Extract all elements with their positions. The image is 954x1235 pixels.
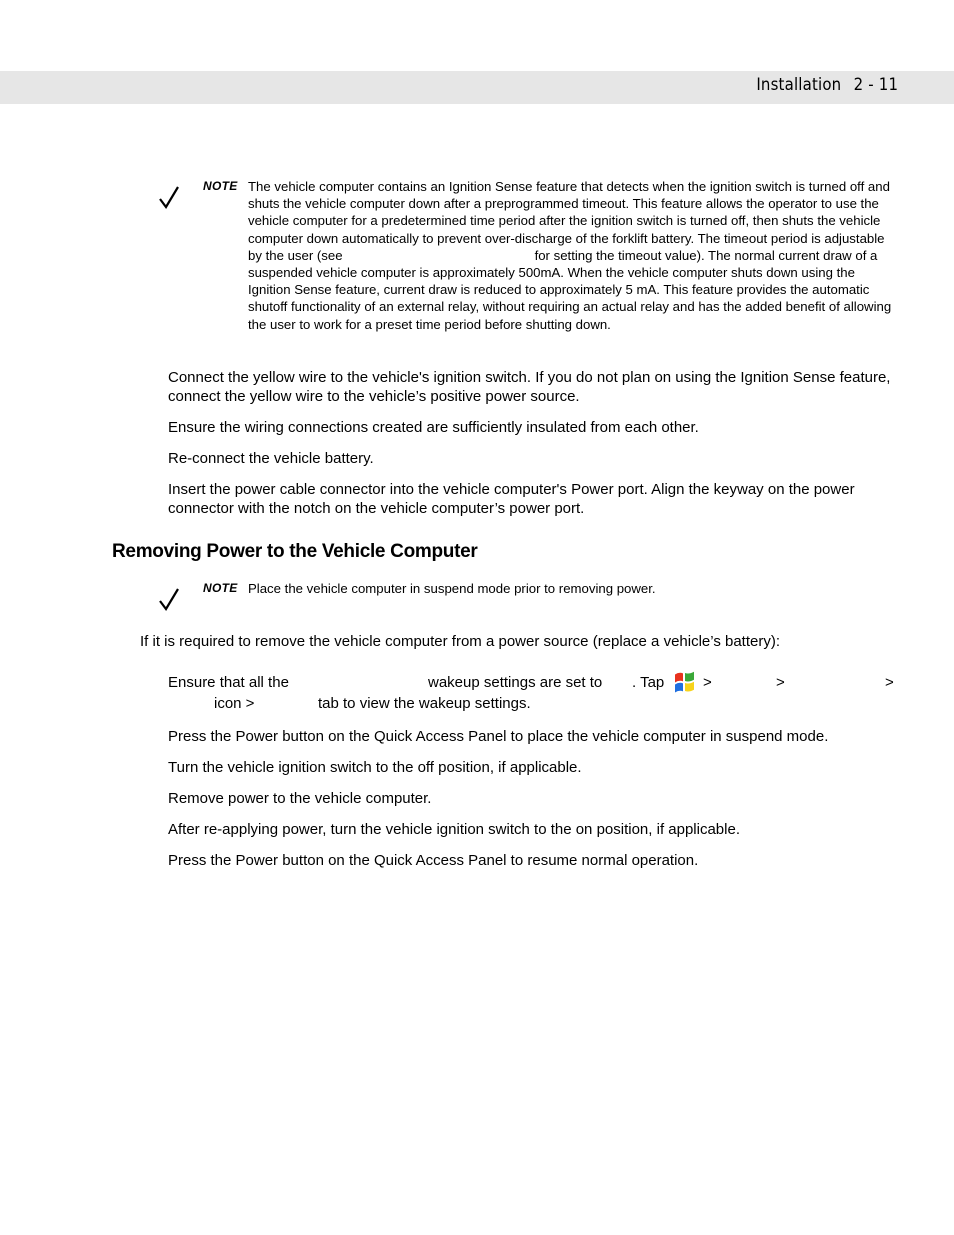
note-label: NOTE	[203, 581, 238, 595]
note-suspend-mode: Place the vehicle computer in suspend mode prior to removing power.	[248, 581, 656, 596]
checkmark-icon	[158, 588, 180, 612]
step-ignition-on: After re-applying power, turn the vehicle ignition switch to the on position, if applicable.	[168, 821, 740, 838]
note-text-part-a: The vehicle computer contains an Ignition Sense feature that detects when the ignition switch is turned off and shuts the vehicle computer down after a preprogrammed timeout. This feature allows the operator to use the vehicle computer for a predetermined time period after the ignition switch is turned off, then shuts the vehicle computer down automatically to prevent over-discharge of the forklift battery. The timeout period is adjustable by the user (see	[248, 179, 890, 263]
header-page-number: 2 - 11	[853, 75, 898, 95]
running-header	[756, 75, 898, 95]
ensure-step-part2: wakeup settings are set to	[428, 674, 603, 691]
ensure-step-part4: icon >	[214, 695, 255, 712]
step-insert-power-cable: Insert the power cable connector into the vehicle computer's Power port. Align the keyway on the power connector with the notch on the vehicle computer’s power port.	[168, 481, 855, 518]
checkmark-icon	[158, 186, 180, 210]
ensure-step-part3: . Tap	[632, 674, 665, 691]
intro-paragraph: If it is required to remove the vehicle computer from a power source (replace a vehicle’s battery):	[140, 633, 781, 650]
ensure-step-separator-1: >	[703, 674, 712, 691]
windows-start-icon	[671, 668, 698, 695]
step-ignition-off: Turn the vehicle ignition switch to the off position, if applicable.	[168, 759, 582, 776]
note-ignition-sense	[248, 178, 894, 333]
step-connect-yellow-wire: Connect the yellow wire to the vehicle's ignition switch. If you do not plan on using the Ignition Sense feature, connect the yellow wire to the vehicle’s positive power source.	[168, 369, 891, 406]
header-section-title: Installation	[756, 75, 842, 95]
step-press-power-resume: Press the Power button on the Quick Access Panel to resume normal operation.	[168, 852, 699, 869]
step-remove-power: Remove power to the vehicle computer.	[168, 790, 432, 807]
ensure-step-separator-3: >	[885, 674, 894, 691]
ensure-step-separator-2: >	[776, 674, 785, 691]
note-label: NOTE	[203, 179, 238, 193]
ensure-step-part5: tab to view the wakeup settings.	[318, 695, 531, 712]
step-insulate-connections: Ensure the wiring connections created are sufficiently insulated from each other.	[168, 419, 699, 436]
section-heading: Removing Power to the Vehicle Computer	[112, 541, 478, 562]
step-press-power-suspend: Press the Power button on the Quick Access Panel to place the vehicle computer in suspend mode.	[168, 728, 829, 745]
ensure-step-part1: Ensure that all the	[168, 674, 289, 691]
step-reconnect-battery: Re-connect the vehicle battery.	[168, 450, 374, 467]
note-text-part-b: for setting the timeout value). The normal current draw of a suspended vehicle computer is approximately 500mA. When the vehicle computer shuts down using the Ignition Sense feature, current draw is reduced to approximately 5 mA. This feature provides the automatic shutoff functionality of an external relay, without requiring an actual relay and has the added benefit of allowing the user to work for a preset time period before shutting down.	[248, 247, 892, 332]
